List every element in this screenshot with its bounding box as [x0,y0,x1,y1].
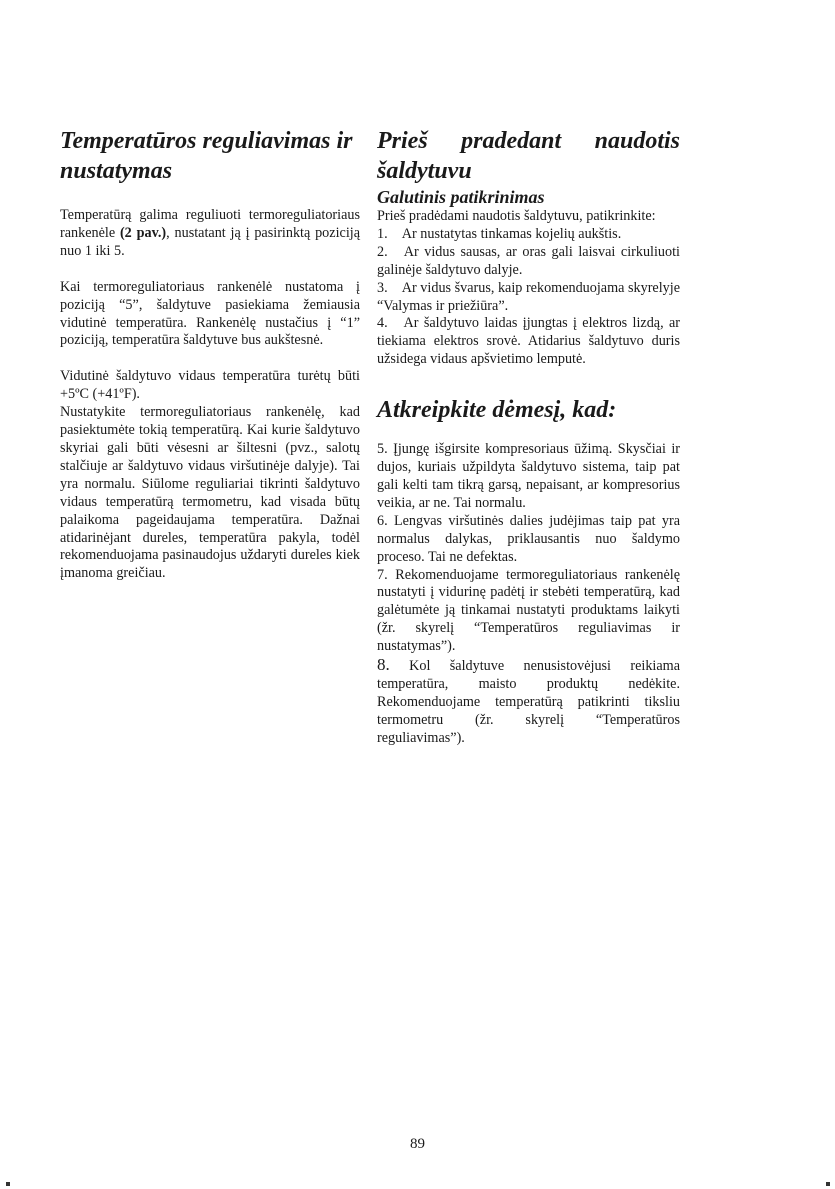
page-number: 89 [410,1136,425,1152]
title-line-2: šaldytuvu [377,158,472,184]
before-use-section-title-cont [377,156,680,186]
left-column [60,126,360,583]
list-item: 4. Ar šaldytuvo laidas įjungtas į elektros lizdą, ar tiekiama elektros srovė. Atidarius šaldytuvo duris užsidega vidaus apšvietimo lemputė. [377,315,680,368]
final-check-subtitle: Galutinis patikrinimas [377,187,545,207]
attention-section-title: Atkreipkite dėmesį, kad: [377,397,617,424]
title-line-2: nustatymas [60,158,173,184]
scan-corner-mark [6,1182,10,1186]
list-item: 3. Ar vidus švarus, kaip rekomenduojama skyrelyje “Valymas ir priežiūra”. [377,279,680,314]
paragraph-text: Temperatūrą galima reguliuoti termoreguliatoriaus rankenėle [60,207,360,241]
list-item: 5. Įjungę išgirsite kompresoriaus ūžimą. Skysčiai ir dujos, kuriais užpildyta šaldytuvo sistema, taip pat gali kelti tam tikrą garsą, nepaisant, ar kompresorius veikia, ar ne. Tai normalu. [377,441,681,511]
paragraph-positions: Kai termoreguliatoriaus rankenėlė nustatoma į poziciją “5”, šaldytuve pasiekiama žemiausia vidutinė temperatūra. Rankenėlę nustačius į “1” poziciją, temperatūra šaldytuve bus aukštesnė. [60,278,360,349]
list-item: 1. Ar nustatytas tinkamas kojelių aukštis. [377,225,622,242]
list-item: 8. Kol šaldytuve nenusistovėjusi reikiama temperatūra, maisto produktų nedėkite. Rekomenduojame temperatūrą patikrinti tiksliu termometru (žr. skyrelį “Temperatūros reguliavimas”). [377,655,680,746]
paragraph-adjust: Nustatykite termoreguliatoriaus rankenėlę, kad pasiektumėte tokią temperatūrą. Kai kurie šaldytuvo skyriai gali būti vėsesni ar šiltesni (pvz., salotų stalčiuje ar šaldytuvo vidaus viršutinėje dalyje). Tai yra normalu. Siūlome reguliariai tikrinti šaldytuvo vidaus temperatūrą termometru, kad visada būtų palaikoma pageidaujama temperatūra. Dažnai atidarinėjant dureles, temperatūra pakyla, todėl rekomenduojama pasinaudojus uždaryti dureles kiek įmanoma greičiau. [60,404,360,582]
title-line-1: Temperatūros reguliavimas ir [60,128,353,154]
before-use-section-title [377,126,680,156]
list-item: 6. Lengvas viršutinės dalies judėjimas taip pat yra normalus dalykas, priklausantis nuo šaldymo proceso. Tai ne defektas. [377,512,680,565]
list-item: 2. Ar vidus sausas, ar oras gali laisvai cirkuliuoti galinėje šaldytuvo dalyje. [377,243,680,278]
title-line-1: Prieš pradedant naudotis [377,128,680,154]
figure-reference: (2 pav.) [119,224,167,241]
paragraph-text: , nustatant ją į pasirinktą poziciją nuo 1 iki 5. [60,224,360,259]
temperature-section-title [60,126,360,186]
paragraph-regulation [60,207,360,261]
final-check-intro: Prieš pradėdami naudotis šaldytuvu, patikrinkite: [377,208,656,224]
list-item: 7. Rekomenduojame termoreguliatoriaus rankenėlę nustatyti į vidurinę padėtį ir stebėti temperatūrą, kad galėtumėte ją tinkamai nustatyti produktams laikyti (žr. skyrelį “Temperatūros reguliavimas ir nustatymas”). [377,566,681,655]
right-column [377,126,680,748]
paragraph-average-temperature: Vidutinė šaldytuvo vidaus temperatūra turėtų būti +5ºC (+41ºF). [60,368,360,403]
checks-list [377,226,680,369]
scan-corner-mark [826,1182,830,1186]
notes-list [377,441,680,747]
